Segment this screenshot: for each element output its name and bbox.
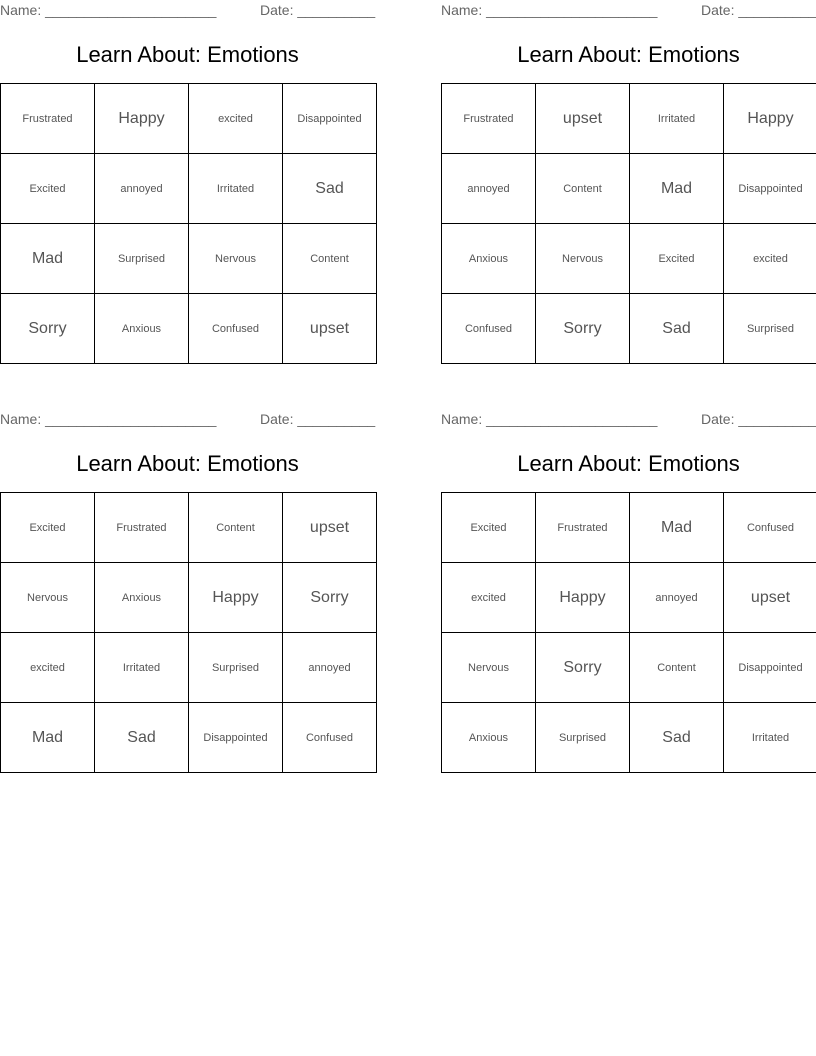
grid-cell: Excited bbox=[442, 493, 536, 563]
grid-cell: excited bbox=[1, 633, 95, 703]
grid-cell: upset bbox=[283, 294, 377, 364]
grid-cell: Frustrated bbox=[442, 84, 536, 154]
grid-row bbox=[442, 294, 816, 364]
grid-cell: annoyed bbox=[283, 633, 377, 703]
grid-cell: Frustrated bbox=[95, 493, 189, 563]
bingo-card-3 bbox=[0, 409, 376, 746]
grid-row bbox=[442, 154, 816, 224]
grid-row bbox=[442, 84, 816, 154]
grid-cell: excited bbox=[724, 224, 816, 294]
grid-row bbox=[1, 493, 377, 563]
grid-cell: Confused bbox=[189, 294, 283, 364]
grid-cell: Sorry bbox=[283, 563, 377, 633]
grid-cell: annoyed bbox=[442, 154, 536, 224]
card-header bbox=[441, 409, 816, 429]
grid-cell: Sad bbox=[283, 154, 377, 224]
grid-row bbox=[442, 224, 816, 294]
bingo-card-1 bbox=[0, 0, 376, 337]
grid-cell: Frustrated bbox=[1, 84, 95, 154]
grid-cell: Nervous bbox=[536, 224, 630, 294]
grid-row bbox=[1, 633, 377, 703]
date-field[interactable]: Date: __________ bbox=[260, 411, 376, 427]
name-field[interactable]: Name: ______________________ bbox=[0, 411, 217, 427]
grid-row bbox=[442, 563, 816, 633]
grid-cell: Disappointed bbox=[189, 703, 283, 773]
grid-cell: Sad bbox=[630, 703, 724, 773]
grid-cell: upset bbox=[536, 84, 630, 154]
grid-cell: Surprised bbox=[189, 633, 283, 703]
bingo-grid bbox=[0, 492, 377, 773]
bingo-grid bbox=[441, 83, 816, 364]
grid-cell: excited bbox=[189, 84, 283, 154]
grid-cell: Content bbox=[536, 154, 630, 224]
card-header bbox=[441, 0, 816, 20]
card-title: Learn About: Emotions bbox=[76, 42, 299, 67]
grid-row bbox=[1, 563, 377, 633]
grid-cell: Mad bbox=[630, 154, 724, 224]
grid-cell: Sorry bbox=[536, 294, 630, 364]
name-field[interactable]: Name: ______________________ bbox=[0, 2, 217, 18]
grid-cell: Surprised bbox=[536, 703, 630, 773]
grid-cell: Mad bbox=[1, 224, 95, 294]
grid-cell: Content bbox=[630, 633, 724, 703]
grid-cell: Confused bbox=[724, 493, 816, 563]
grid-cell: Mad bbox=[1, 703, 95, 773]
grid-cell: Disappointed bbox=[724, 633, 816, 703]
grid-cell: Surprised bbox=[95, 224, 189, 294]
grid-row bbox=[1, 84, 377, 154]
grid-cell: Nervous bbox=[189, 224, 283, 294]
grid-cell: Excited bbox=[630, 224, 724, 294]
grid-row bbox=[1, 294, 377, 364]
card-title: Learn About: Emotions bbox=[517, 451, 740, 476]
grid-cell: annoyed bbox=[95, 154, 189, 224]
grid-cell: Sorry bbox=[1, 294, 95, 364]
grid-cell: Sad bbox=[95, 703, 189, 773]
grid-cell: Disappointed bbox=[724, 154, 816, 224]
grid-cell: Sad bbox=[630, 294, 724, 364]
grid-cell: Anxious bbox=[442, 224, 536, 294]
grid-cell: Mad bbox=[630, 493, 724, 563]
grid-cell: upset bbox=[724, 563, 816, 633]
grid-cell: Sorry bbox=[536, 633, 630, 703]
grid-cell: Confused bbox=[283, 703, 377, 773]
grid-row bbox=[442, 633, 816, 703]
card-title: Learn About: Emotions bbox=[517, 42, 740, 67]
bingo-grid bbox=[441, 492, 816, 773]
grid-cell: Happy bbox=[536, 563, 630, 633]
grid-cell: Irritated bbox=[189, 154, 283, 224]
date-field[interactable]: Date: __________ bbox=[701, 411, 816, 427]
grid-cell: Content bbox=[189, 493, 283, 563]
bingo-grid bbox=[0, 83, 377, 364]
date-field[interactable]: Date: __________ bbox=[701, 2, 816, 18]
name-field[interactable]: Name: ______________________ bbox=[441, 411, 658, 427]
grid-row bbox=[1, 154, 377, 224]
grid-row bbox=[1, 224, 377, 294]
grid-cell: Surprised bbox=[724, 294, 816, 364]
name-field[interactable]: Name: ______________________ bbox=[441, 2, 658, 18]
grid-cell: Irritated bbox=[630, 84, 724, 154]
card-title: Learn About: Emotions bbox=[76, 451, 299, 476]
grid-cell: Excited bbox=[1, 154, 95, 224]
grid-cell: Happy bbox=[724, 84, 816, 154]
grid-cell: upset bbox=[283, 493, 377, 563]
grid-cell: Happy bbox=[95, 84, 189, 154]
grid-cell: Confused bbox=[442, 294, 536, 364]
card-header bbox=[0, 409, 375, 429]
grid-cell: Anxious bbox=[95, 563, 189, 633]
card-header bbox=[0, 0, 375, 20]
bingo-card-2 bbox=[441, 0, 816, 337]
grid-cell: Excited bbox=[1, 493, 95, 563]
grid-cell: Content bbox=[283, 224, 377, 294]
grid-cell: Nervous bbox=[1, 563, 95, 633]
grid-cell: excited bbox=[442, 563, 536, 633]
grid-row bbox=[1, 703, 377, 773]
grid-cell: Anxious bbox=[95, 294, 189, 364]
grid-row bbox=[442, 493, 816, 563]
grid-cell: annoyed bbox=[630, 563, 724, 633]
grid-row bbox=[442, 703, 816, 773]
grid-cell: Disappointed bbox=[283, 84, 377, 154]
grid-cell: Anxious bbox=[442, 703, 536, 773]
grid-cell: Irritated bbox=[724, 703, 816, 773]
grid-cell: Happy bbox=[189, 563, 283, 633]
bingo-card-4 bbox=[441, 409, 816, 746]
grid-cell: Irritated bbox=[95, 633, 189, 703]
grid-cell: Nervous bbox=[442, 633, 536, 703]
grid-cell: Frustrated bbox=[536, 493, 630, 563]
date-field[interactable]: Date: __________ bbox=[260, 2, 376, 18]
